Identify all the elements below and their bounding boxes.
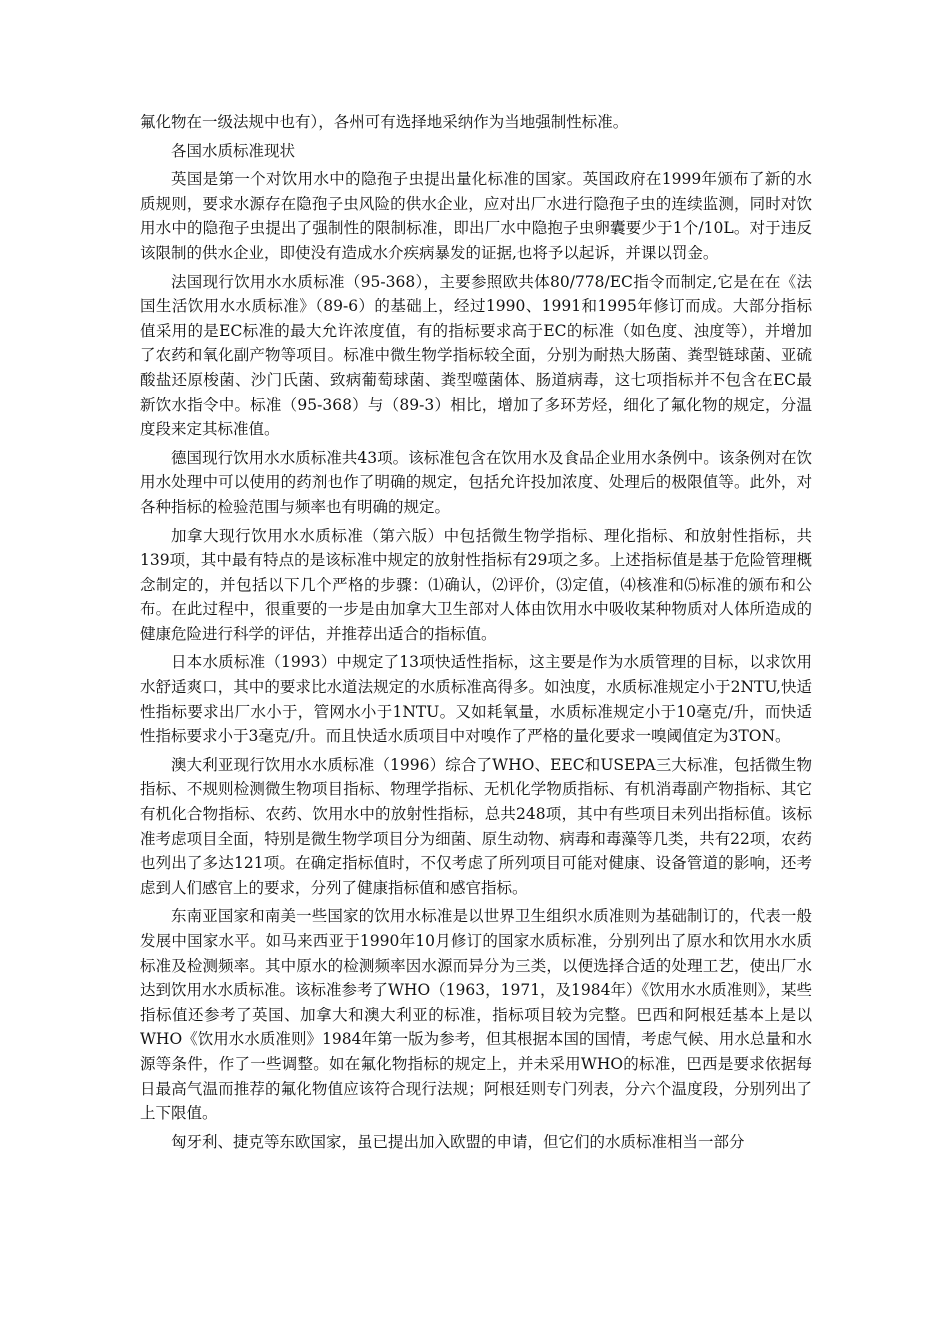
paragraph-france: 法国现行饮用水水质标准（95-368），主要参照欧共体80/778/EC指令而制定,它是在在《法国生活饮用水水质标准》（89-6）的基础上，经过1990、1991和1995年修订而成。大部分指标值采用的是EC标准的最大允许浓度值，有的指标要求高于EC的标准（如色度、浊度等），并增加了农药和氧化副产物等项目。标准中微生物学指标较全面，分别为耐热大肠菌、粪型链球菌、亚硫酸盐还原梭菌、沙门氏菌、致病葡萄球菌、粪型噬菌体、肠道病毒，这七项指标并不包含在EC最新饮水指令中。标准（95-368）与（89-3）相比，增加了多环芳烃，细化了氟化物的规定，分温度段来定其标准值。 <box>140 272 812 439</box>
section-heading: 各国水质标准现状 <box>171 141 296 160</box>
paragraph-japan: 日本水质标准（1993）中规定了13项快适性指标，这主要是作为水质管理的目标，以求饮用水舒适爽口，其中的要求比水道法规定的水质标准高得多。如浊度，水质标准规定小于2NTU,快适性指标要求出厂水小于，管网水小于1NTU。又如耗氧量，水质标准规定小于10毫克/升，而快适性指标要求小于3毫克/升。而且快适水质项目中对嗅作了严格的量化要求一嗅阈值定为3TON。 <box>140 653 812 746</box>
paragraph-uk: 英国是第一个对饮用水中的隐孢子虫提出量化标准的国家。英国政府在1999年颁布了新的水质规则，要求水源存在隐孢子虫风险的供水企业，应对出厂水进行隐孢子虫的连续监测，同时对饮用水中的隐孢子虫提出了强制性的限制标准，即出厂水中隐抱子虫卵囊要少于1个/10L。对于违反该限制的供水企业，即使没有造成水介疾病暴发的证据,也将予以起诉，并课以罚金。 <box>140 170 812 262</box>
opening-paragraph: 氟化物在一级法规中也有），各州可有选择地采纳作为当地强制性标准。 <box>140 113 629 131</box>
paragraph-eastern-europe: 匈牙利、捷克等东欧国家，虽已提出加入欧盟的申请，但它们的水质标准相当一部分 <box>171 1132 745 1151</box>
paragraph-southeast-asia: 东南亚国家和南美一些国家的饮用水标准是以世界卫生组织水质准则为基础制订的，代表一般发展中国家水平。如马来西亚于1990年10月修订的国家水质标准，分别列出了原水和饮用水水质标准及检测频率。其中原水的检测频率因水源而异分为三类，以便选择合适的处理工艺，使出厂水达到饮用水水质标准。该标准参考了WHO（1963，1971，及1984年）《饮用水水质准则》，某些指标值还参考了英国、加拿大和澳大利亚的标准，指标项目较为完整。巴西和阿根廷基本上是以WHO《饮用水水质准则》1984年第一版为参考，但其根据本国的国情，考虑气候、用水总量和水源等条件，作了一些调整。如在氟化物指标的规定上，并未采用WHO的标准，巴西是要求依据每日最高气温而推荐的氟化物值应该符合现行法规；阿根廷则专门列表，分六个温度段，分别列出了上下限值。 <box>140 907 812 1123</box>
document-body <box>140 110 812 1158</box>
paragraph-australia: 澳大利亚现行饮用水水质标准（1996）综合了WHO、EEC和USEPA三大标准，包括微生物指标、不规则检测微生物项目指标、物理学指标、无机化学物质指标、有机消毒副产物指标、其它有机化合物指标、农药、饮用水中的放射性指标，总共248项，其中有些项目未列出指标值。该标准考虑项目全面，特别是微生物学项目分为细菌、原生动物、病毒和毒藻等几类，共有22项，农药也列出了多达121项。在确定指标值时，不仅考虑了所列项目可能对健康、设备管道的影响，还考虑到人们感官上的要求，分列了健康指标值和感官指标。 <box>140 755 812 897</box>
paragraph-canada: 加拿大现行饮用水水质标准（第六版）中包括微生物学指标、理化指标、和放射性指标，共139项，其中最有特点的是该标准中规定的放射性指标有29项之多。上述指标值是基于危险管理概念制定的，并包括以下几个严格的步骤：⑴确认，⑵评价，⑶定值，⑷核准和⑸标准的颁布和公布。在此过程中，很重要的一步是由加拿大卫生部对人体由饮用水中吸收某种物质对人体所造成的健康危险进行科学的评估，并推荐出适合的指标值。 <box>140 526 812 643</box>
paragraph-germany: 德国现行饮用水水质标准共43项。该标准包含在饮用水及食品企业用水条例中。该条例对在饮用水处理中可以使用的药剂也作了明确的规定，包括允许投加浓度、处理后的极限值等。此外，对各种指标的检验范围与频率也有明确的规定。 <box>140 448 812 516</box>
